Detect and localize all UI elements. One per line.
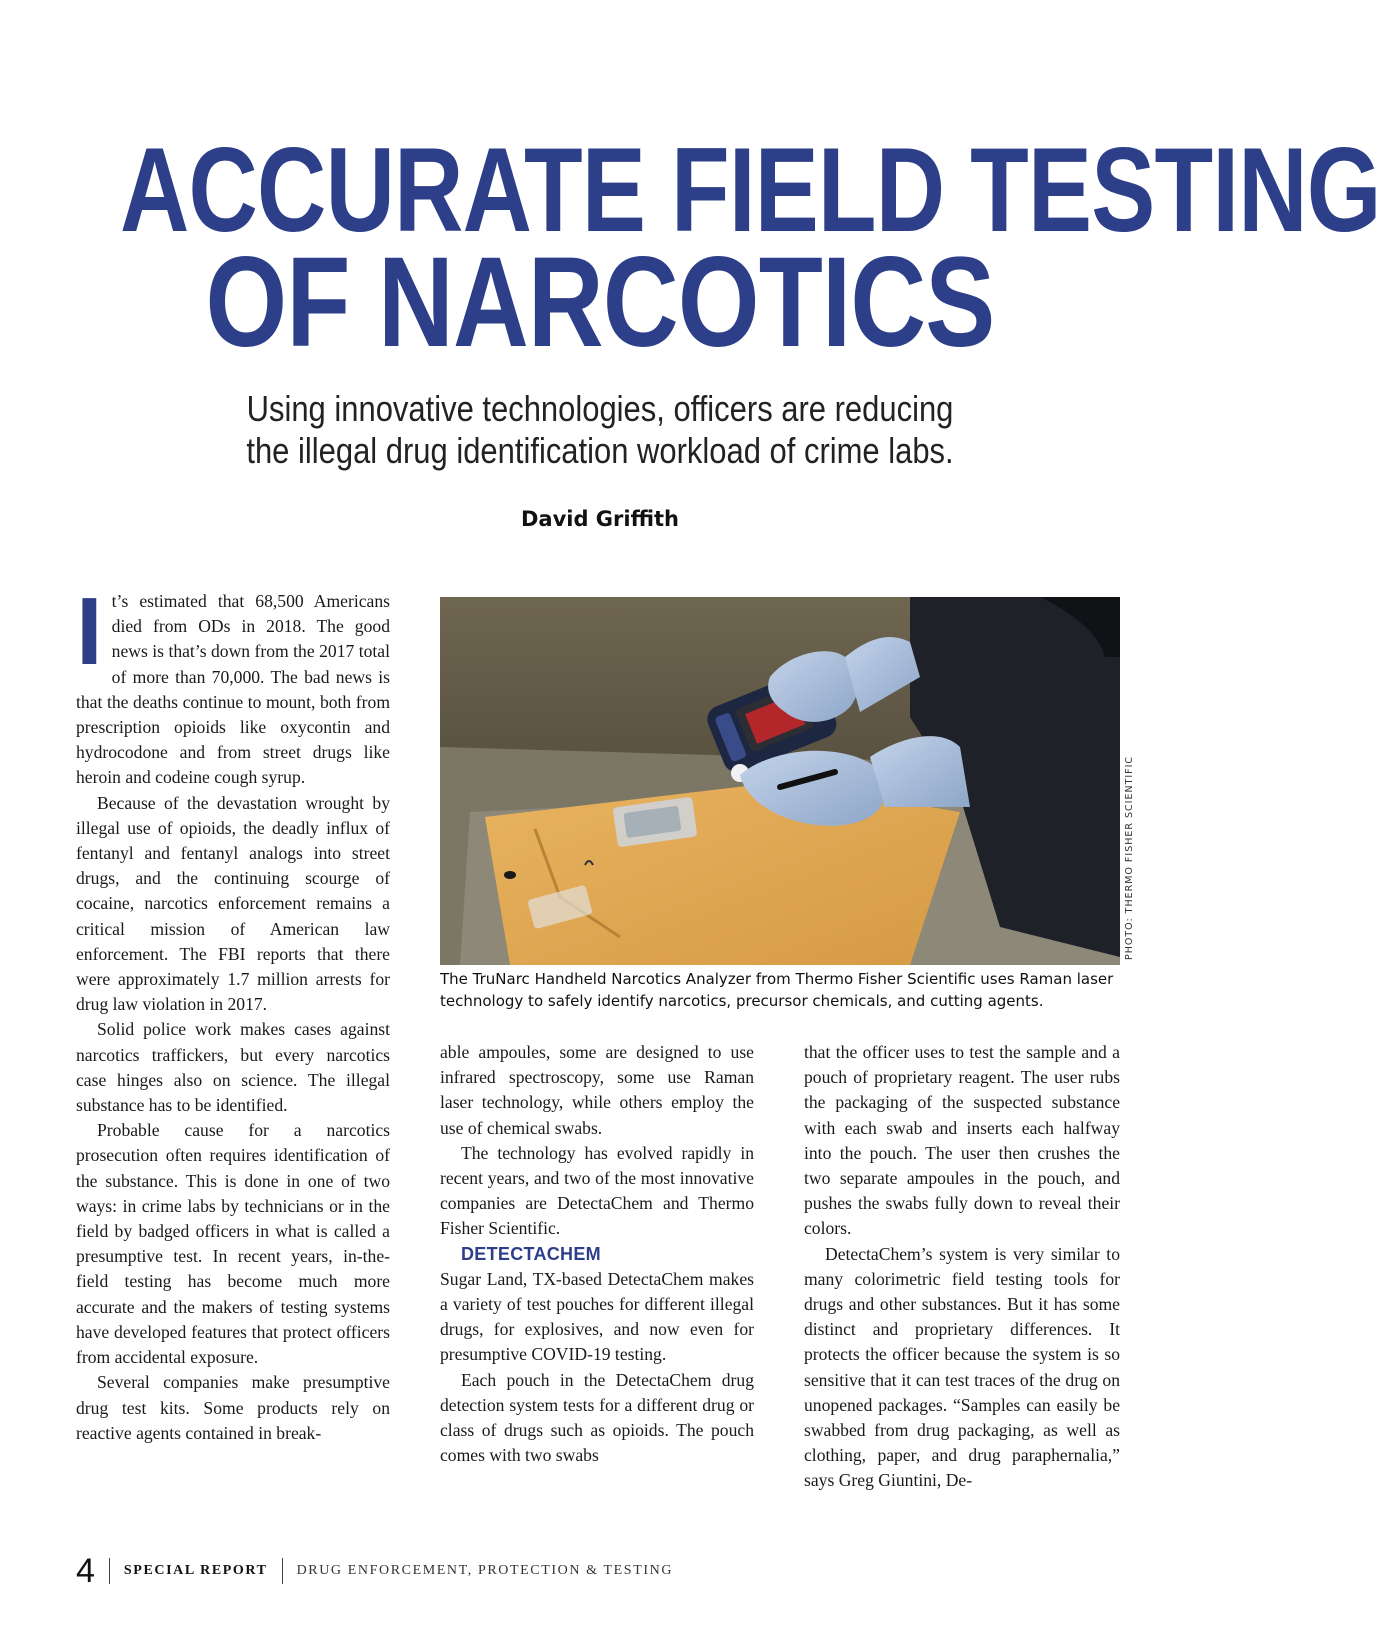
byline: David Griffith	[520, 507, 680, 531]
page-number: 4	[76, 1551, 95, 1590]
subtitle-line-2: the illegal drug identification workload of crime labs.	[246, 430, 954, 471]
headline-line-2: OF NARCOTICS	[205, 231, 995, 374]
paragraph: t’s estimated that 68,500 Americans died from ODs in 2018. The good news is that’s down from the 2017 total of more than 70,000. The bad news is that the deaths continue to mount, both from prescription opioids like oxycontin and hydrocodone and from street drugs like heroin and codeine cough syrup.	[76, 591, 390, 788]
headline-line-1: ACCURATE FIELD TESTING	[120, 123, 1381, 257]
article-column-1	[76, 578, 390, 1446]
article-photo	[440, 597, 1120, 965]
paragraph: that the officer uses to test the sample and a pouch of proprietary reagent. The user rubs the packaging of the suspected substance with each swab and inserts each halfway into the pouch. The user then crushes the two separate ampoules in the pouch, and pushes the swabs fully down to reveal their colors.	[804, 1042, 1120, 1239]
subtitle-line-1: Using innovative technologies, officers are reducing	[246, 388, 954, 429]
narcotics-analyzer-photo	[440, 597, 1120, 965]
page-footer	[76, 1553, 673, 1589]
paragraph: Solid police work makes cases against narcotics traffickers, but every narcotics case hinges also on science. The illegal substance has to be identified.	[76, 1019, 390, 1116]
paragraph: Several companies make presumptive drug test kits. Some products rely on reactive agents contained in break-	[76, 1372, 390, 1443]
subtitle	[0, 388, 1200, 472]
footer-section: SPECIAL REPORT	[123, 1563, 268, 1578]
paragraph: Because of the devastation wrought by illegal use of opioids, the deadly influx of fentanyl and fentanyl analogs into street drugs, and the continuing scourge of cocaine, narcotics enforcement remains a critical mission of American law enforcement. The FBI reports that there were approximately 1.7 million arrests for drug law violation in 2017.	[76, 792, 390, 1015]
photo-credit: PHOTO: THERMO FISHER SCIENTIFIC	[1124, 755, 1135, 960]
footer-divider	[282, 1558, 283, 1584]
footer-topic: DRUG ENFORCEMENT, PROTECTION & TESTING	[296, 1563, 674, 1578]
photo-caption: The TruNarc Handheld Narcotics Analyzer from Thermo Fisher Scientific uses Raman laser technology to safely identify narcotics, precursor chemicals, and cutting agents.	[440, 970, 1114, 1010]
drop-cap: I	[76, 578, 103, 685]
paragraph: The technology has evolved rapidly in recent years, and two of the most innovative companies are DetectaChem and Thermo Fisher Scientific.	[440, 1142, 754, 1239]
paragraph: Sugar Land, TX-based DetectaChem makes a variety of test pouches for different illegal drugs, for explosives, and now even for presumptive COVID-19 testing.	[440, 1268, 754, 1365]
section-subhead: DETECTACHEM	[461, 1243, 601, 1264]
footer-divider	[109, 1558, 110, 1584]
paragraph: Probable cause for a narcotics prosecution often requires identification of the substance. This is done in one of two ways: in crime labs by technicians or in the field by badged officers in what is called a presumptive test. In recent years, in-the-field testing has become much more accurate and the makers of testing systems have developed features that protect officers from accidental exposure.	[76, 1120, 390, 1368]
paragraph: DetectaChem’s system is very similar to many colorimetric field testing tools for drugs and other substances. But it has some distinct and proprietary differences. It protects the officer because the system is so sensitive that it can test traces of the drug on unopened packages. “Samples can easily be swabbed from drug packaging, as well as clothing, paper, and drug paraphernalia,” says Greg Giuntini, De-	[804, 1243, 1120, 1491]
article-column-3	[804, 1040, 1120, 1494]
paragraph: Each pouch in the DetectaChem drug detection system tests for a different drug or class of drugs such as opioids. The pouch comes with two swabs	[440, 1369, 754, 1466]
article-column-2	[440, 1040, 754, 1468]
paragraph: able ampoules, some are designed to use infrared spectroscopy, some use Raman laser technology, while others employ the use of chemical swabs.	[440, 1042, 754, 1138]
